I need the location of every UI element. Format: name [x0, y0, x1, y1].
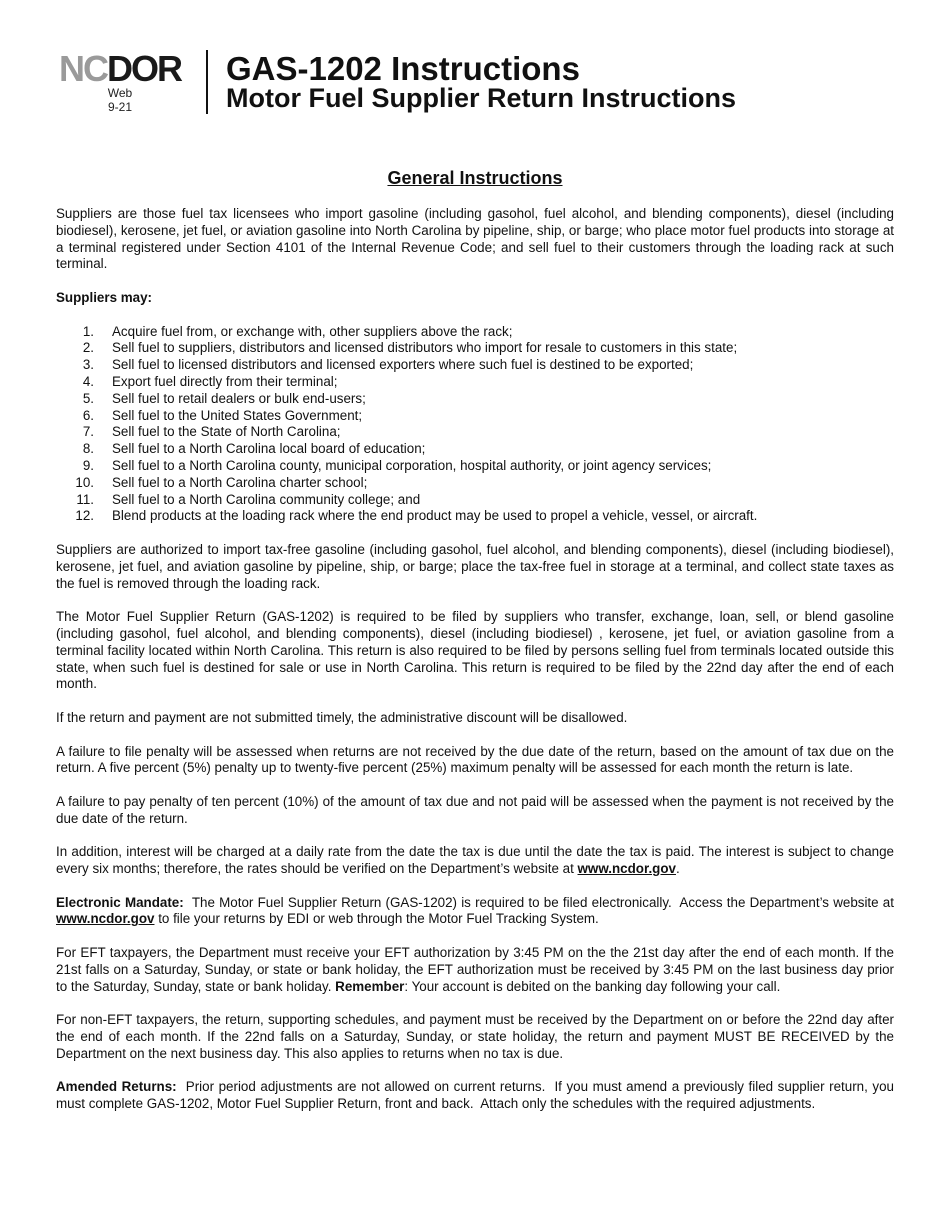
- list-item: [56, 391, 894, 408]
- electronic-mandate-paragraph: [56, 894, 898, 929]
- logo-dor: DOR: [107, 48, 181, 89]
- list-item-text: Sell fuel to a North Carolina local board of education;: [112, 441, 426, 457]
- logo-wordmark: [59, 50, 181, 88]
- header-divider: [206, 50, 208, 114]
- mandate-text-2: to file your returns by EDI or web through the Motor Fuel Tracking System.: [154, 911, 599, 927]
- list-item: [56, 324, 894, 341]
- mandate-website-link[interactable]: www.ncdor.gov: [56, 911, 155, 927]
- failure-to-pay-paragraph: A failure to pay penalty of ten percent (10%) of the amount of tax due and not paid will be assessed when the payment is not received by the due date of the return.: [56, 793, 894, 826]
- page-subtitle: Motor Fuel Supplier Return Instructions: [226, 83, 737, 113]
- page-header: [58, 48, 918, 118]
- list-item-text: Export fuel directly from their terminal;: [112, 373, 338, 389]
- mandate-label: Electronic Mandate:: [56, 894, 184, 910]
- list-item-text: Sell fuel to a North Carolina community college; and: [112, 491, 421, 507]
- version-web: Web: [107, 86, 133, 100]
- version-date: 9-21: [107, 100, 133, 114]
- discount-paragraph: If the return and payment are not submitted timely, the administrative discount will be disallowed.: [56, 709, 628, 725]
- list-item-text: Sell fuel to the United States Government;: [112, 407, 363, 423]
- list-item-number: 7.: [82, 424, 94, 440]
- list-item-number: 3.: [82, 357, 94, 373]
- amended-label: Amended Returns:: [56, 1079, 177, 1095]
- list-item: [56, 357, 894, 374]
- remember-label: Remember: [335, 978, 405, 994]
- list-item: [56, 340, 894, 357]
- list-item: [56, 508, 894, 525]
- non-eft-paragraph: For non-EFT taxpayers, the return, supporting schedules, and payment must be received by the Department on or before the 22nd day after the end of each month. If the 22nd falls on a Saturday, Sunday, or state holiday, the return and payment MUST BE RECEIVED by the Department on the next business day. This also applies to returns when no tax is due.: [56, 1012, 894, 1061]
- eft-paragraph: [56, 945, 894, 995]
- amended-text: Prior period adjustments are not allowed on current returns. If you must amend a previously filed supplier return, you must complete GAS-1202, Motor Fuel Supplier Return, front and back. Attach only the schedules with the required adjustments.: [56, 1079, 898, 1112]
- list-item: [56, 408, 894, 425]
- logo-nc: NC: [59, 48, 107, 89]
- list-item-text: Sell fuel to retail dealers or bulk end-users;: [112, 390, 366, 406]
- intro-paragraph: Suppliers are those fuel tax licensees who import gasoline (including gasohol, fuel alcohol, and blending components), diesel (including biodiesel), kerosene, jet fuel, or aviation gasoline into North Carolina by pipeline, ship, or barge; who place motor fuel products into storage at a terminal registered under Section 4101 of the Internal Revenue Code; and sell fuel to their customers through the loading rack at such terminal.: [56, 206, 894, 272]
- list-item-number: 5.: [82, 390, 94, 406]
- interest-period: .: [675, 861, 680, 877]
- list-item-number: 8.: [82, 441, 94, 457]
- eft-text-1: For EFT taxpayers, the Department must receive your EFT authorization by 3:45 PM on the the 21st day after the end of each month. If the 21st falls on a Saturday, Sunday, or state or bank holiday, the EFT authorization must be received by 3:45 PM on the last business day prior to the Saturday, Sunday, state or bank holiday.: [56, 945, 894, 994]
- return-required-paragraph: The Motor Fuel Supplier Return (GAS-1202) is required to be filed by suppliers who transfer, exchange, loan, sell, or blend gasoline (including gasohol, fuel alcohol, and blending components), diesel (including biodiesel) , kerosene, jet fuel, or aviation gasoline from a terminal facility located within North Carolina. This return is also required to be filed by persons selling fuel from terminals located outside this state, when such fuel is destined for sale or use in North Carolina. This return is required to be filed by the 22nd day after the end of each month.: [56, 609, 894, 692]
- list-item-number: 11.: [76, 491, 94, 507]
- list-item-text: Sell fuel to suppliers, distributors and licensed distributors who import for resale to customers in this state;: [112, 340, 738, 356]
- list-item-number: 6.: [82, 407, 94, 423]
- ncdor-logo: [58, 50, 188, 116]
- list-item-number: 1.: [82, 323, 94, 339]
- list-item-text: Sell fuel to licensed distributors and licensed exporters where such fuel is destined to be exported;: [112, 357, 694, 373]
- list-item-number: 2.: [82, 340, 94, 356]
- supplier-permissions-list: [56, 324, 894, 526]
- eft-text-2: : Your account is debited on the banking day following your call.: [404, 978, 781, 994]
- list-item: [56, 458, 894, 475]
- list-item: [56, 475, 894, 492]
- list-item: [56, 492, 894, 509]
- list-item: [56, 424, 894, 441]
- page-title: GAS-1202 Instructions: [226, 50, 580, 87]
- list-item-number: 10.: [75, 474, 94, 490]
- suppliers-may-label: Suppliers may:: [56, 289, 152, 305]
- list-item-text: Blend products at the loading rack where the end product may be used to propel a vehicle, vessel, or aircraft.: [112, 508, 758, 524]
- list-item-text: Sell fuel to a North Carolina county, municipal corporation, hospital authority, or joint agency services;: [112, 457, 712, 473]
- list-item-number: 12.: [75, 508, 94, 524]
- interest-paragraph: [56, 844, 894, 878]
- list-item: [56, 441, 894, 458]
- list-item-number: 4.: [82, 373, 94, 389]
- failure-to-file-paragraph: A failure to file penalty will be assessed when returns are not received by the due date of the return, based on the amount of tax due on the return. A five percent (5%) penalty up to twenty-five percent (25%) maximum penalty will be assessed for each month the return is late.: [56, 743, 894, 776]
- list-item-text: Sell fuel to the State of North Carolina;: [112, 424, 341, 440]
- website-link[interactable]: www.ncdor.gov: [577, 861, 676, 877]
- form-version: [98, 86, 142, 114]
- list-item-number: 9.: [82, 457, 94, 473]
- mandate-text-1: The Motor Fuel Supplier Return (GAS-1202) is required to be filed electronically. Access the Department’s website at: [183, 894, 898, 910]
- list-item: [56, 374, 894, 391]
- section-heading: General Instructions: [387, 168, 563, 188]
- list-item-text: Sell fuel to a North Carolina charter school;: [112, 474, 368, 490]
- interest-text: In addition, interest will be charged at a daily rate from the date the tax is due until the date the tax is paid. The interest is subject to change every six months; therefore, the rates should be verified on the Department’s website at: [56, 844, 894, 877]
- document-body: [56, 166, 898, 1130]
- authorized-paragraph: Suppliers are authorized to import tax-free gasoline (including gasohol, fuel alcohol, and blending components), diesel (including biodiesel), kerosene, jet fuel, and aviation gasoline by pipeline, ship, or barge; place the tax-free fuel in storage at a terminal, and collect state taxes as the fuel is removed through the loading rack.: [56, 541, 894, 591]
- amended-returns-paragraph: [56, 1079, 898, 1113]
- list-item-text: Acquire fuel from, or exchange with, other suppliers above the rack;: [112, 323, 513, 339]
